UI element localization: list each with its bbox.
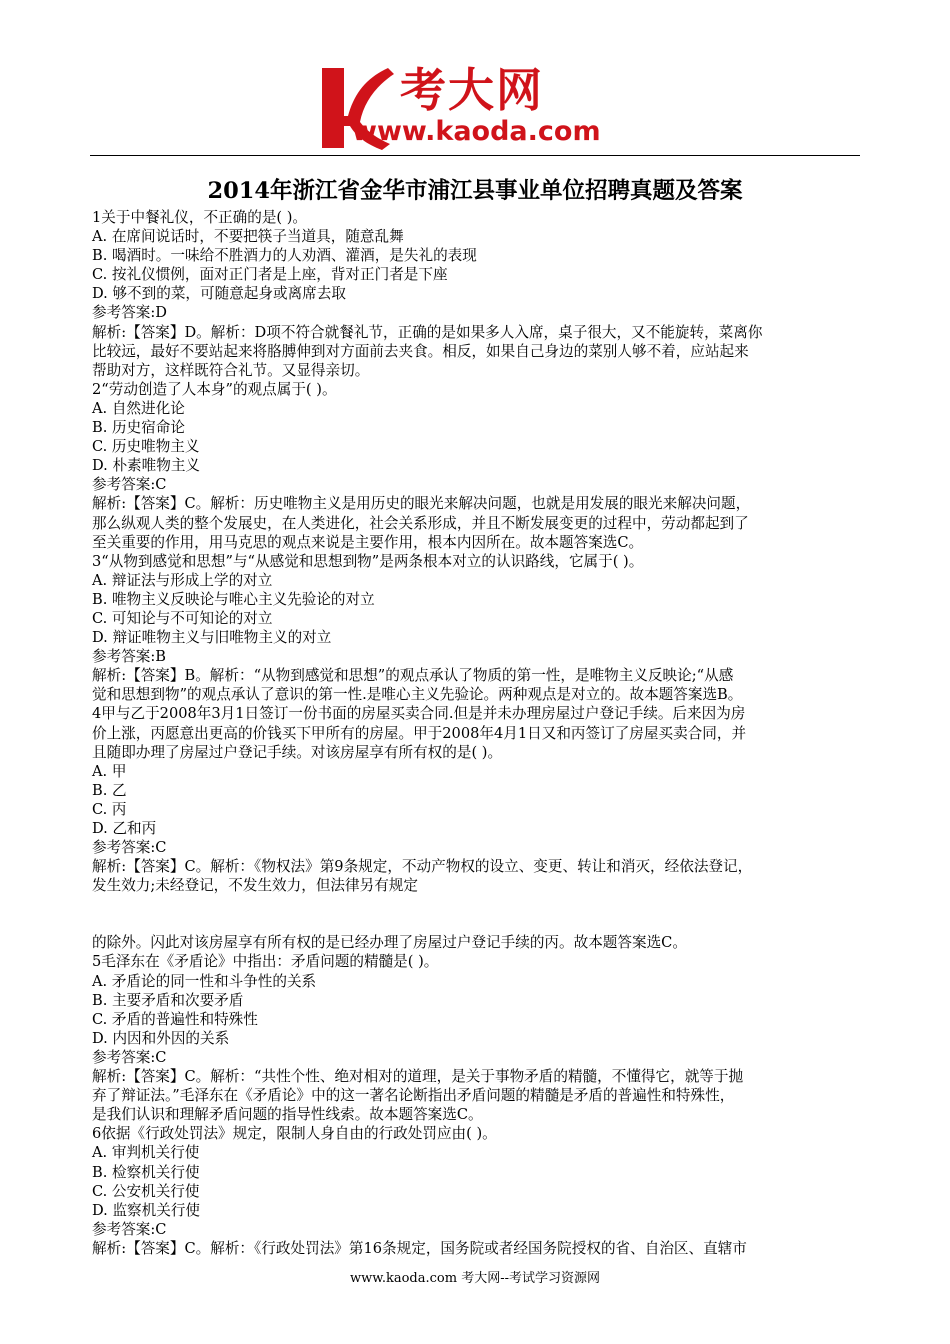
text-line: C. 丙 <box>92 800 127 818</box>
text-line: A. 在席间说话时，不要把筷子当道具，随意乱舞 <box>92 228 404 246</box>
text-line: 4甲与乙于2008年3月1日签订一份书面的房屋买卖合同.但是并未办理房屋过户登记手续。后来因为房 <box>92 705 746 723</box>
text-line: 解析:【答案】C。解析：《行政处罚法》第16条规定，国务院或者经国务院授权的省、自治区、直辖市 <box>92 1239 747 1257</box>
text-line: D. 够不到的菜，可随意起身或离席去取 <box>92 285 346 303</box>
text-line: 参考答案:C <box>92 476 167 494</box>
text-line: 至关重要的作用，用马克思的观点来说是主要作用，根本内因所在。故本题答案选C。 <box>92 533 644 551</box>
content-block-2 <box>92 933 864 1258</box>
text-line: 且随即办理了房屋过户登记手续。对该房屋享有所有权的是( )。 <box>92 743 503 761</box>
text-line: 的除外。闪此对该房屋享有所有权的是已经办理了房屋过户登记手续的丙。故本题答案选C。 <box>92 934 687 952</box>
text-line: 解析:【答案】C。解析：“共性个性、绝对相对的道理，是关于事物矛盾的精髓，不懂得它，就等于抛 <box>92 1068 744 1086</box>
text-line: B. 乙 <box>92 781 127 799</box>
text-line: C. 矛盾的普遍性和特殊性 <box>92 1010 258 1028</box>
text-line: B. 唯物主义反映论与唯心主义先验论的对立 <box>92 590 375 608</box>
text-line: D. 内因和外因的关系 <box>92 1029 230 1047</box>
header-divider <box>90 155 860 156</box>
text-line: 参考答案:B <box>92 648 167 666</box>
text-line: D. 监察机关行使 <box>92 1201 201 1219</box>
text-line: 参考答案:D <box>92 304 167 322</box>
text-line: 弃了辩证法。”毛泽东在《矛盾论》中的这一著名论断指出矛盾问题的精髓是矛盾的普遍性和特殊性， <box>92 1087 735 1105</box>
text-line: C. 可知论与不可知论的对立 <box>92 609 273 627</box>
text-line: 帮助对方，这样既符合礼节。又显得亲切。 <box>92 361 370 379</box>
text-line: D. 辩证唯物主义与旧唯物主义的对立 <box>92 629 332 647</box>
text-line: 那么纵观人类的整个发展史，在人类进化，社会关系形成，并且不断发展变更的过程中，劳动都起到了 <box>92 514 749 532</box>
page-title: 2014年浙江省金华市浦江县事业单位招聘真题及答案 <box>207 178 743 204</box>
text-line: C. 按礼仪惯例，面对正门者是上座，背对正门者是下座 <box>92 266 448 284</box>
text-line: 5毛泽东在《矛盾论》中指出：矛盾问题的精髓是( )。 <box>92 953 439 971</box>
text-line: 解析:【答案】D。解析：D项不符合就餐礼节，正确的是如果多人入席，桌子很大，又不能旋转，菜离你 <box>92 323 763 341</box>
text-line: 参考答案:C <box>92 839 167 857</box>
text-line: 是我们认识和理解矛盾问题的指导性线索。故本题答案选C。 <box>92 1106 483 1124</box>
text-line: A. 辩证法与形成上学的对立 <box>92 571 273 589</box>
text-line: B. 历史宿命论 <box>92 419 185 437</box>
page-footer: www.kaoda.com 考大网--考试学习资源网 <box>350 1271 600 1286</box>
text-line: C. 历史唯物主义 <box>92 438 200 456</box>
text-line: 3“从物到感觉和思想”与“从感觉和思想到物”是两条根本对立的认识路线，它属于( )。 <box>92 552 644 570</box>
logo-url[interactable]: www.kaoda.com <box>352 116 601 147</box>
text-line: 觉和思想到物”的观点承认了意识的第一性.是唯心主义先验论。两种观点是对立的。故本题答案选B。 <box>92 686 743 704</box>
site-logo <box>318 62 638 152</box>
document-body <box>92 208 864 1258</box>
text-line: 解析:【答案】C。解析：《物权法》第9条规定，不动产物权的设立、变更、转让和消灭，经依法登记， <box>92 858 753 876</box>
text-line: A. 自然进化论 <box>92 399 185 417</box>
text-line: D. 乙和丙 <box>92 820 157 837</box>
text-line: B. 喝酒时。一味给不胜酒力的人劝酒、灌酒，是失礼的表现 <box>92 247 477 265</box>
text-line: 比较远，最好不要站起来将胳膊伸到对方面前去夹食。相反，如果自己身边的菜别人够不着，应站起来 <box>92 342 749 360</box>
text-line: 价上涨，丙愿意出更高的价钱买下甲所有的房屋。甲于2008年4月1日又和丙签订了房屋买卖合同，并 <box>92 724 747 742</box>
text-line: 参考答案:C <box>92 1048 167 1066</box>
paragraph-gap <box>92 895 864 933</box>
text-line: D. 朴素唯物主义 <box>92 457 201 475</box>
text-line: 2“劳动创造了人本身”的观点属于( )。 <box>92 380 337 398</box>
logo-title: 考大网 <box>400 63 544 117</box>
content-block-1 <box>92 208 864 895</box>
text-line: A. 审判机关行使 <box>92 1144 200 1162</box>
text-line: 1关于中餐礼仪，不正确的是( )。 <box>92 209 308 226</box>
text-line: B. 主要矛盾和次要矛盾 <box>92 991 244 1009</box>
text-line: 发生效力;未经登记，不发生效力，但法律另有规定 <box>92 877 418 895</box>
text-line: 解析:【答案】C。解析：历史唯物主义是用历史的眼光来解决问题，也就是用发展的眼光来解决问题， <box>92 495 751 513</box>
text-line: B. 检察机关行使 <box>92 1163 200 1181</box>
text-line: A. 矛盾论的同一性和斗争性的关系 <box>92 972 317 990</box>
text-line: A. 甲 <box>92 762 127 780</box>
text-line: 6依据《行政处罚法》规定，限制人身自由的行政处罚应由( )。 <box>92 1125 497 1143</box>
text-line: 解析:【答案】B。解析：“从物到感觉和思想”的观点承认了物质的第一性，是唯物主义反映论;“从感 <box>92 667 734 685</box>
text-line: C. 公安机关行使 <box>92 1182 200 1200</box>
text-line: 参考答案:C <box>92 1220 167 1238</box>
